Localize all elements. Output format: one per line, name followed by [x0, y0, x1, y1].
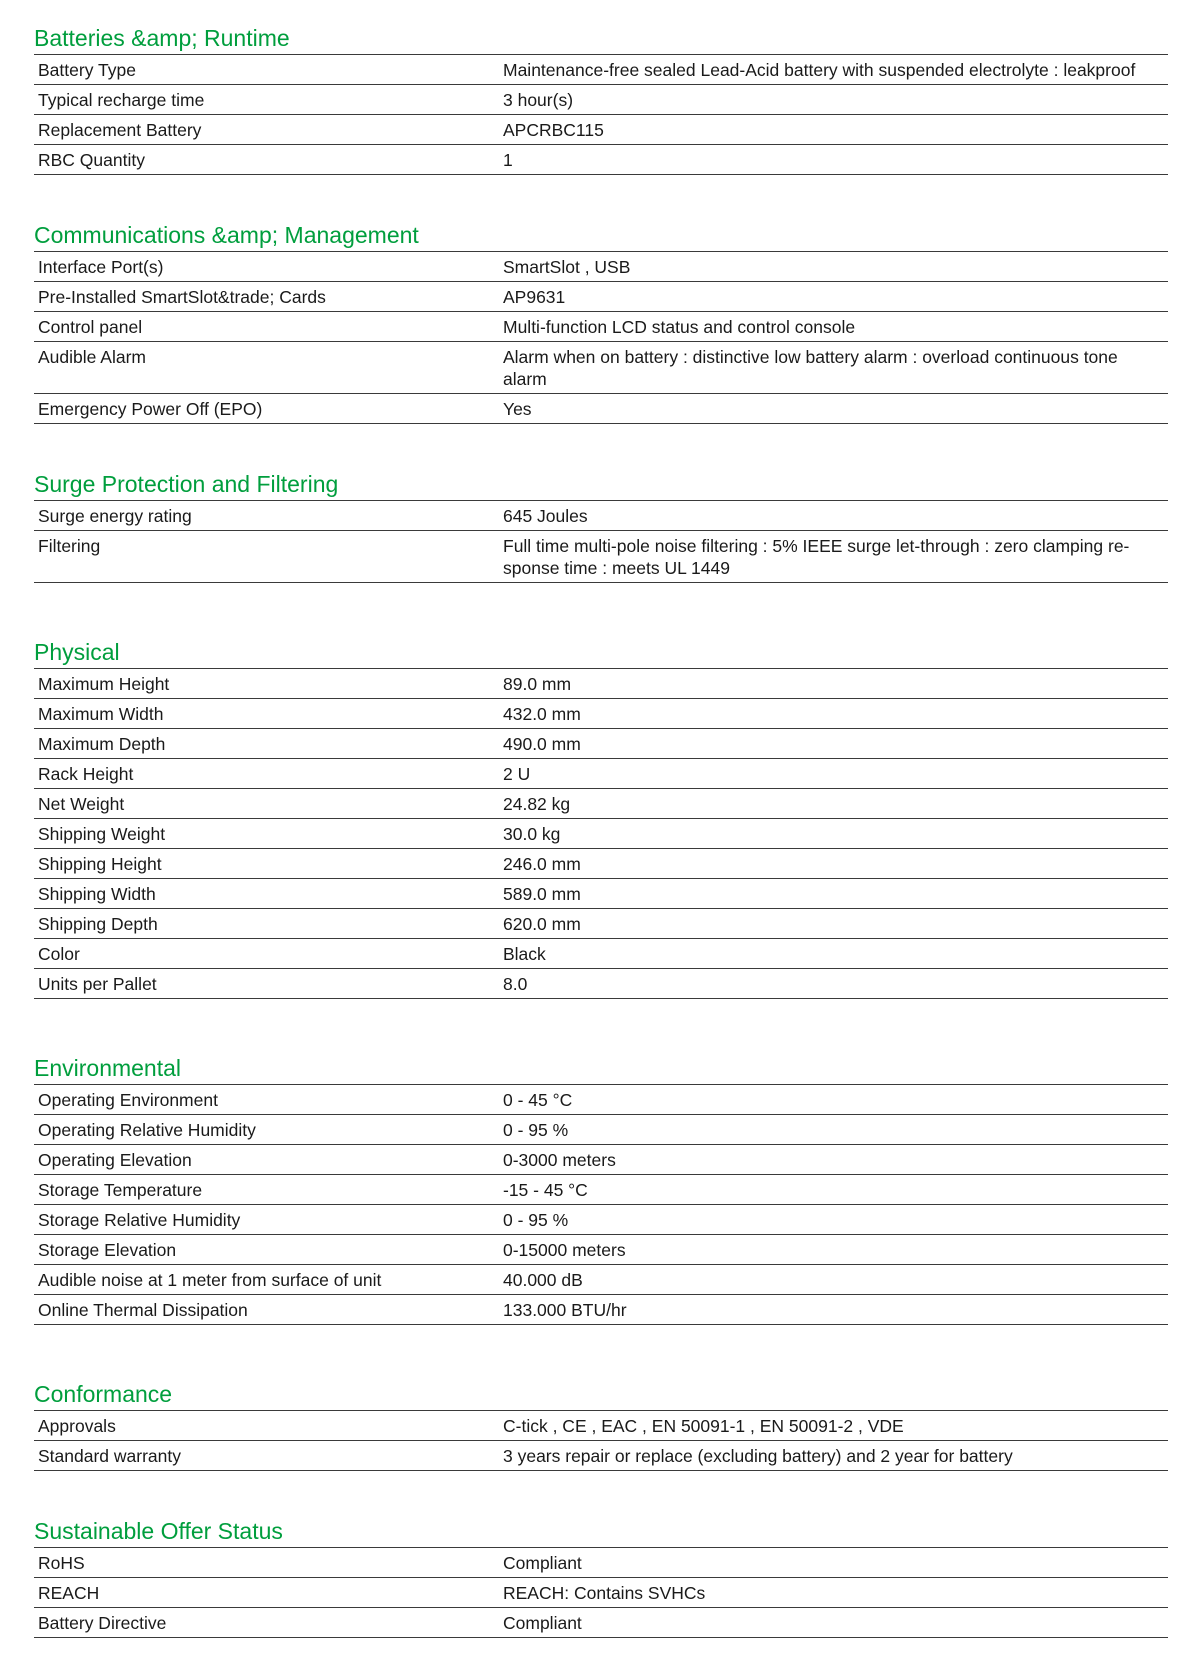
spec-label: Pre-Installed SmartSlot&trade; Cards [38, 287, 326, 307]
spec-table [34, 1411, 1168, 1471]
spec-label: Battery Type [38, 60, 136, 80]
spec-row-filtering [34, 531, 1168, 583]
spec-value: 645 Joules [503, 506, 588, 526]
spec-value: AP9631 [503, 287, 566, 307]
spec-label: Audible Alarm [38, 347, 146, 367]
spec-row-operating-elevation [34, 1145, 1168, 1175]
spec-value: 0 - 95 % [503, 1210, 569, 1230]
spec-value: 0 - 95 % [503, 1120, 569, 1140]
section-physical [34, 636, 1168, 999]
spec-label: Shipping Height [38, 854, 162, 874]
spec-value: 0-15000 meters [503, 1240, 626, 1260]
spec-value: REACH: Contains SVHCs [503, 1583, 706, 1603]
section-title: Sustainable Offer Status [34, 1515, 1168, 1548]
spec-row-warranty [34, 1441, 1168, 1471]
spec-value: 40.000 dB [503, 1270, 583, 1290]
section-surge-protection [34, 468, 1168, 583]
spec-label: Operating Elevation [38, 1150, 192, 1170]
spec-row-epo [34, 394, 1168, 424]
section-conformance [34, 1378, 1168, 1471]
spec-label: Units per Pallet [38, 974, 157, 994]
spec-label: RBC Quantity [38, 150, 145, 170]
spec-row-battery-directive [34, 1608, 1168, 1638]
spec-row-recharge-time [34, 85, 1168, 115]
spec-label: Operating Environment [38, 1090, 218, 1110]
spec-row-thermal-dissipation [34, 1295, 1168, 1325]
spec-row-audible-alarm [34, 342, 1168, 394]
spec-value: Compliant [503, 1553, 582, 1573]
spec-value: 0-3000 meters [503, 1150, 616, 1170]
spec-row-max-width [34, 699, 1168, 729]
spec-table [34, 55, 1168, 175]
section-spacer [34, 583, 1168, 636]
spec-row-reach [34, 1578, 1168, 1608]
spec-value: Compliant [503, 1613, 582, 1633]
section-spacer [34, 1325, 1168, 1378]
spec-row-units-per-pallet [34, 969, 1168, 999]
spec-value: 2 U [503, 764, 531, 784]
spec-value: 0 - 45 °C [503, 1090, 573, 1110]
spec-row-rohs [34, 1548, 1168, 1578]
spec-table [34, 1548, 1168, 1638]
spec-value: APCRBC115 [503, 120, 604, 140]
spec-value: 30.0 kg [503, 824, 561, 844]
spec-row-approvals [34, 1411, 1168, 1441]
spec-row-shipping-height [34, 849, 1168, 879]
spec-label: Filtering [38, 536, 101, 556]
spec-row-surge-energy [34, 501, 1168, 531]
spec-row-operating-humidity [34, 1115, 1168, 1145]
section-title: Environmental [34, 1052, 1168, 1085]
spec-label: Storage Temperature [38, 1180, 203, 1200]
spec-row-storage-humidity [34, 1205, 1168, 1235]
spec-value: 432.0 mm [503, 704, 581, 724]
spec-row-control-panel [34, 312, 1168, 342]
spec-value: 24.82 kg [503, 794, 571, 814]
section-batteries-runtime [34, 22, 1168, 175]
spec-sheet [34, 22, 1168, 1638]
spec-label: Replacement Battery [38, 120, 202, 140]
spec-label: Shipping Depth [38, 914, 158, 934]
spec-table [34, 669, 1168, 999]
spec-value: 89.0 mm [503, 674, 572, 694]
spec-row-rbc-quantity [34, 145, 1168, 175]
spec-value: Full time multi-pole noise filtering : 5% IEEE surge let-through : zero clamping re-sponse time : meets UL 1449 [503, 536, 1130, 578]
spec-label: Battery Directive [38, 1613, 167, 1633]
spec-row-net-weight [34, 789, 1168, 819]
section-title: Physical [34, 636, 1168, 669]
spec-value: 1 [503, 150, 513, 170]
spec-value: Black [503, 944, 546, 964]
spec-label: Storage Relative Humidity [38, 1210, 241, 1230]
spec-value: 589.0 mm [503, 884, 581, 904]
spec-label: Maximum Width [38, 704, 164, 724]
section-sustainable-offer [34, 1515, 1168, 1638]
spec-label: Standard warranty [38, 1446, 181, 1466]
spec-label: Net Weight [38, 794, 125, 814]
spec-row-color [34, 939, 1168, 969]
spec-table [34, 252, 1168, 424]
section-title: Conformance [34, 1378, 1168, 1411]
spec-row-audible-noise [34, 1265, 1168, 1295]
section-title: Surge Protection and Filtering [34, 468, 1168, 501]
spec-label: Surge energy rating [38, 506, 192, 526]
spec-value: C-tick , CE , EAC , EN 50091-1 , EN 50091-2 , VDE [503, 1416, 904, 1436]
spec-value: Alarm when on battery : distinctive low battery alarm : overload continuous tone alarm [503, 347, 1118, 389]
spec-row-interface-ports [34, 252, 1168, 282]
spec-label: Maximum Height [38, 674, 170, 694]
spec-value: SmartSlot , USB [503, 257, 631, 277]
section-spacer [34, 1471, 1168, 1515]
spec-table [34, 501, 1168, 583]
spec-row-operating-environment [34, 1085, 1168, 1115]
section-spacer [34, 999, 1168, 1052]
spec-label: Operating Relative Humidity [38, 1120, 256, 1140]
spec-label: Emergency Power Off (EPO) [38, 399, 263, 419]
spec-row-shipping-weight [34, 819, 1168, 849]
spec-row-storage-elevation [34, 1235, 1168, 1265]
spec-row-max-depth [34, 729, 1168, 759]
spec-row-rack-height [34, 759, 1168, 789]
spec-value: 3 years repair or replace (excluding battery) and 2 year for battery [503, 1446, 1013, 1466]
section-title: Communications &amp; Management [34, 219, 1168, 252]
spec-row-battery-type [34, 55, 1168, 85]
spec-row-smartslot-cards [34, 282, 1168, 312]
section-environmental [34, 1052, 1168, 1325]
section-spacer [34, 424, 1168, 468]
spec-label: RoHS [38, 1553, 85, 1573]
spec-label: Online Thermal Dissipation [38, 1300, 248, 1320]
spec-row-shipping-width [34, 879, 1168, 909]
section-spacer [34, 175, 1168, 219]
spec-label: Storage Elevation [38, 1240, 177, 1260]
spec-label: Audible noise at 1 meter from surface of unit [38, 1270, 382, 1290]
spec-label: Maximum Depth [38, 734, 166, 754]
spec-value: Multi-function LCD status and control console [503, 317, 856, 337]
spec-label: Shipping Weight [38, 824, 166, 844]
spec-value: Maintenance-free sealed Lead-Acid battery with suspended electrolyte : leakproof [503, 60, 1136, 80]
spec-label: REACH [38, 1583, 100, 1603]
spec-value: 8.0 [503, 974, 528, 994]
spec-value: 490.0 mm [503, 734, 581, 754]
spec-value: 620.0 mm [503, 914, 581, 934]
spec-row-shipping-depth [34, 909, 1168, 939]
spec-label: Approvals [38, 1416, 116, 1436]
section-title: Batteries &amp; Runtime [34, 22, 1168, 55]
spec-row-storage-temperature [34, 1175, 1168, 1205]
spec-value: 3 hour(s) [503, 90, 574, 110]
spec-row-max-height [34, 669, 1168, 699]
spec-label: Rack Height [38, 764, 134, 784]
section-communications-management [34, 219, 1168, 424]
spec-value: Yes [503, 399, 532, 419]
spec-label: Shipping Width [38, 884, 156, 904]
spec-label: Color [38, 944, 80, 964]
spec-row-replacement-battery [34, 115, 1168, 145]
spec-label: Control panel [38, 317, 143, 337]
spec-value: 133.000 BTU/hr [503, 1300, 627, 1320]
spec-value: 246.0 mm [503, 854, 581, 874]
spec-label: Interface Port(s) [38, 257, 164, 277]
spec-value: -15 - 45 °C [503, 1180, 588, 1200]
spec-label: Typical recharge time [38, 90, 205, 110]
spec-table [34, 1085, 1168, 1325]
